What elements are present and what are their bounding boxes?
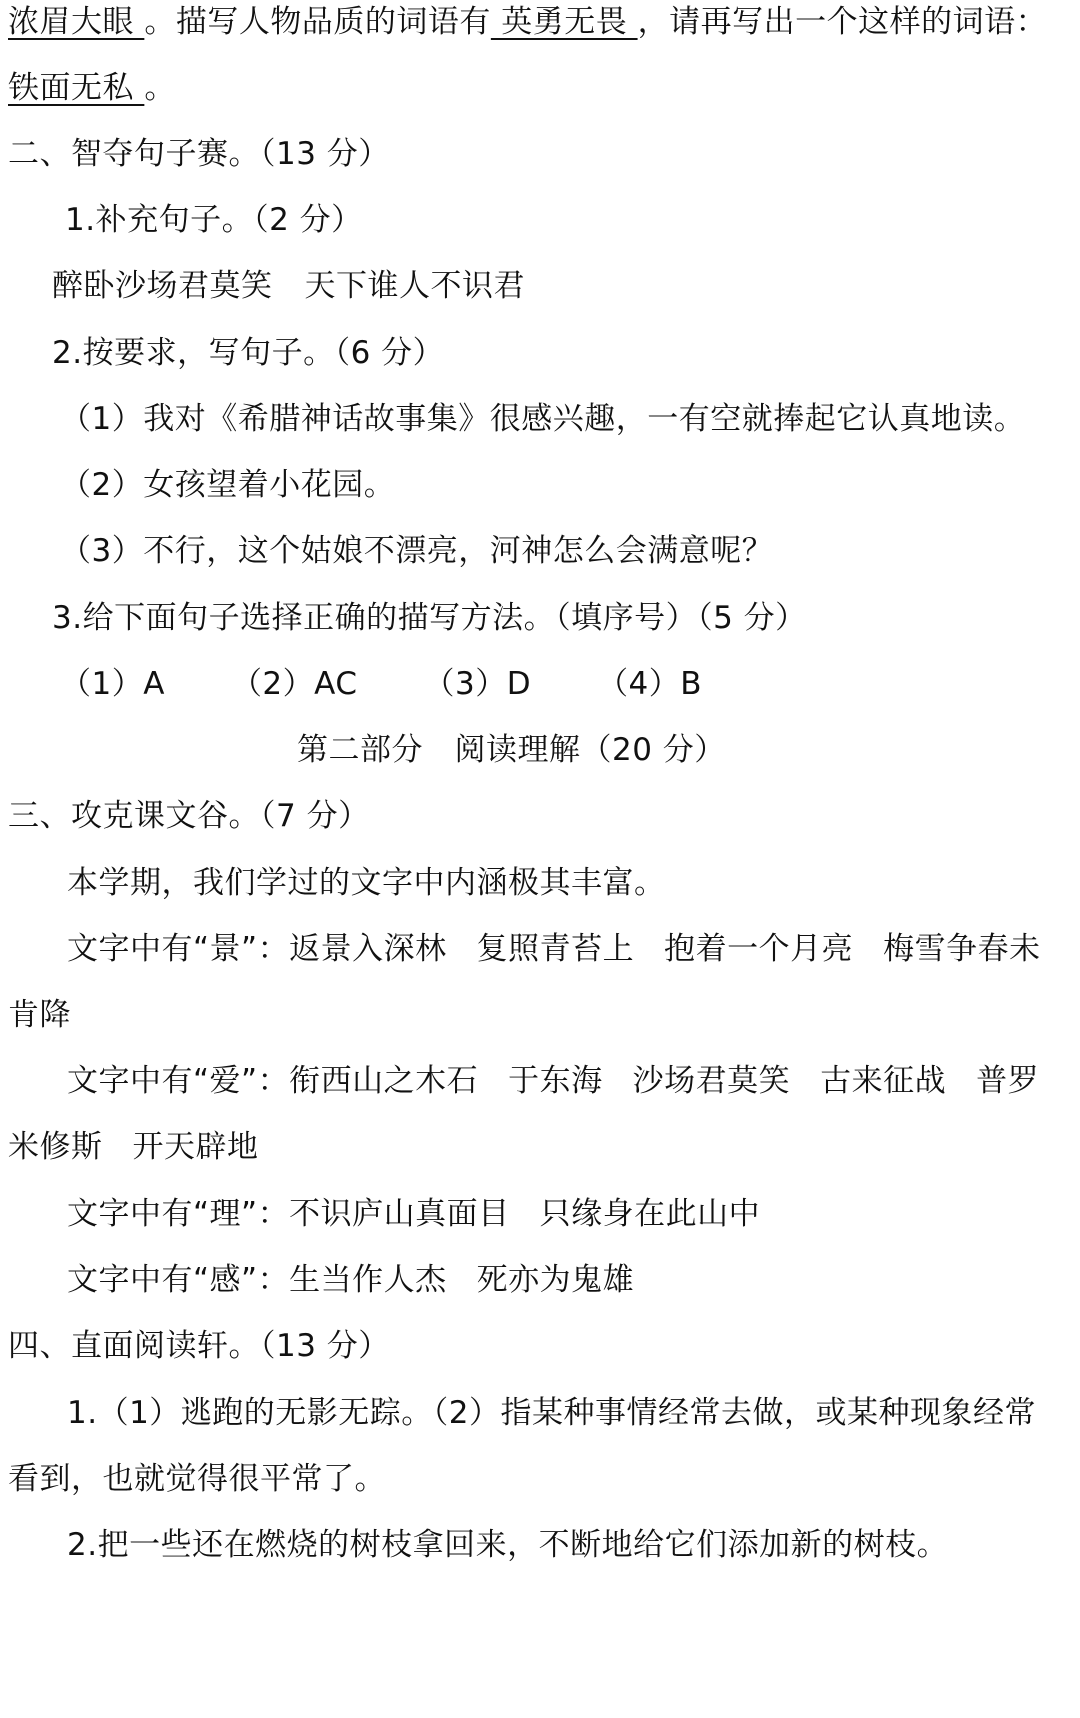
q1-title: 1.补充句子。（2 分） [65, 202, 363, 238]
line-1-text-2: ，请再写出一个这样的词语： [637, 4, 1048, 40]
ai-part-3: 沙场君莫笑 [632, 1063, 791, 1099]
gan-part-2: 死亦为鬼雄 [476, 1262, 635, 1298]
gan-part-1: 文字中有“感”：生当作人杰 [67, 1262, 447, 1298]
jing-part-4: 梅雪争春未 [883, 931, 1041, 967]
section-3-gan [67, 1258, 1080, 1302]
section-3-ai-cont [8, 1125, 1080, 1169]
ai-part-5: 普罗 [976, 1063, 1040, 1099]
jing-part-3: 抱着一个月亮 [664, 931, 854, 967]
line-2-text: 。 [144, 70, 176, 106]
q1-answer-part-1: 醉卧沙场君莫笑 [52, 268, 273, 304]
section-3-intro: 本学期，我们学过的文字中内涵极其丰富。 [67, 865, 666, 901]
section-4-q2: 2.把一些还在燃烧的树枝拿回来，不断地给它们添加新的树枝。 [67, 1527, 949, 1563]
li-part-2: 只缘身在此山中 [539, 1196, 761, 1232]
q2-answer-1: （1）我对《希腊神话故事集》很感兴趣，一有空就捧起它认真地读。 [60, 401, 1026, 437]
ai-cont-part-1: 米修斯 [8, 1129, 103, 1165]
ai-part-4: 古来征战 [820, 1063, 947, 1099]
section-2-title: 二、智夺句子赛。（13 分） [8, 136, 390, 172]
section-3-jing-cont: 肯降 [8, 997, 71, 1033]
li-part-1: 文字中有“理”：不识庐山真面目 [67, 1196, 510, 1232]
section-3-li [67, 1192, 1080, 1236]
ai-part-1: 文字中有“爱”：衔西山之木石 [67, 1063, 479, 1099]
q2-answer-2: （2）女孩望着小花园。 [60, 467, 396, 503]
q3-answer-3: （3）D [423, 666, 532, 702]
section-3-ai [67, 1059, 1080, 1103]
q3-answer-4: （4）B [597, 666, 703, 702]
q3-title: 3.给下面句子选择正确的描写方法。（填序号）（5 分） [52, 600, 807, 636]
answer-blank-1: 浓眉大眼 [8, 4, 145, 40]
q1-answer [52, 264, 1080, 308]
section-4-q1: 1.（1）逃跑的无影无踪。（2）指某种事情经常去做，或某种现象经常 [67, 1395, 1037, 1431]
line-2 [8, 66, 1080, 110]
section-4-title: 四、直面阅读轩。（13 分） [8, 1328, 390, 1364]
q3-answers [60, 662, 1080, 706]
section-3-jing [67, 927, 1080, 971]
section-4-q1-cont: 看到，也就觉得很平常了。 [8, 1461, 386, 1497]
ai-cont-part-2: 开天辟地 [132, 1129, 259, 1165]
answer-blank-3: 铁面无私 [8, 70, 145, 106]
q2-title: 2.按要求，写句子。（6 分） [52, 335, 445, 371]
q2-answer-3: （3）不行，这个姑娘不漂亮，河神怎么会满意呢？ [60, 533, 774, 569]
line-1-text-1: 。描写人物品质的词语有 [144, 4, 491, 40]
answer-blank-2: 英勇无畏 [490, 4, 638, 40]
q3-answer-2: （2）AC [230, 666, 358, 702]
q3-answer-1: （1）A [60, 666, 165, 702]
part-2-title: 第二部分 阅读理解（20 分） [297, 732, 726, 768]
section-3-title: 三、攻克课文谷。（7 分） [8, 798, 370, 834]
ai-part-2: 于东海 [508, 1063, 603, 1099]
line-1 [8, 0, 1080, 44]
jing-part-2: 复照青苔上 [476, 931, 635, 967]
jing-part-1: 文字中有“景”：返景入深林 [67, 931, 447, 967]
q1-answer-part-2: 天下谁人不识君 [304, 268, 525, 304]
